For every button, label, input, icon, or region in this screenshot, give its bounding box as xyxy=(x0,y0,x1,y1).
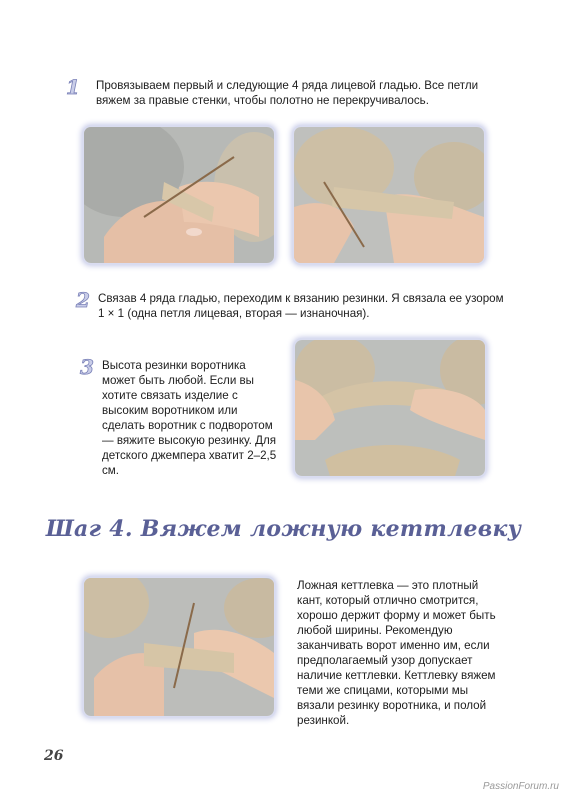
step-number-1: 1 xyxy=(66,75,80,99)
watermark: PassionForum.ru xyxy=(482,781,559,792)
photo-knitting-step-1a xyxy=(84,127,274,263)
step-1-text: Провязываем первый и следующие 4 ряда лицевой гладью. Все петли вяжем за правые стенки, чтобы полотно не перекручивалось. xyxy=(96,79,479,107)
section-heading: Шаг 4. Вяжем ложную кеттлевку xyxy=(45,516,522,542)
step-2-text: Связав 4 ряда гладью, переходим к вязанию резинки. Я связала ее узором 1 × 1 (одна петля лицевая, вторая — изнаночная). xyxy=(98,292,504,320)
section-text: Ложная кеттлевка — это плотный кант, который отлично смотрится, хорошо держит форму и может быть любой ширины. Рекомендую заканчивать ворот именно им, если предполагаемый узор допускает наличие кеттлевки. Кеттлевку вяжем теми же спицами, которыми мы вязали резинку воротника, и полой резинкой. xyxy=(297,579,496,727)
photo-knitting-step-3 xyxy=(295,340,485,476)
photo-kettle-stitch xyxy=(84,578,274,716)
step-3-text: Высота резинки воротника может быть любой. Если вы хотите связать изделие с высоким воротником или сделать воротник с подворотом — вяжите высокую резинку. Для детского джемпера хватит 2–2,5 см. xyxy=(102,359,277,477)
photo-knitting-step-1b xyxy=(294,127,484,263)
page-number: 26 xyxy=(44,748,64,764)
step-number-3: 3 xyxy=(80,355,94,379)
step-number-2: 2 xyxy=(76,288,90,312)
